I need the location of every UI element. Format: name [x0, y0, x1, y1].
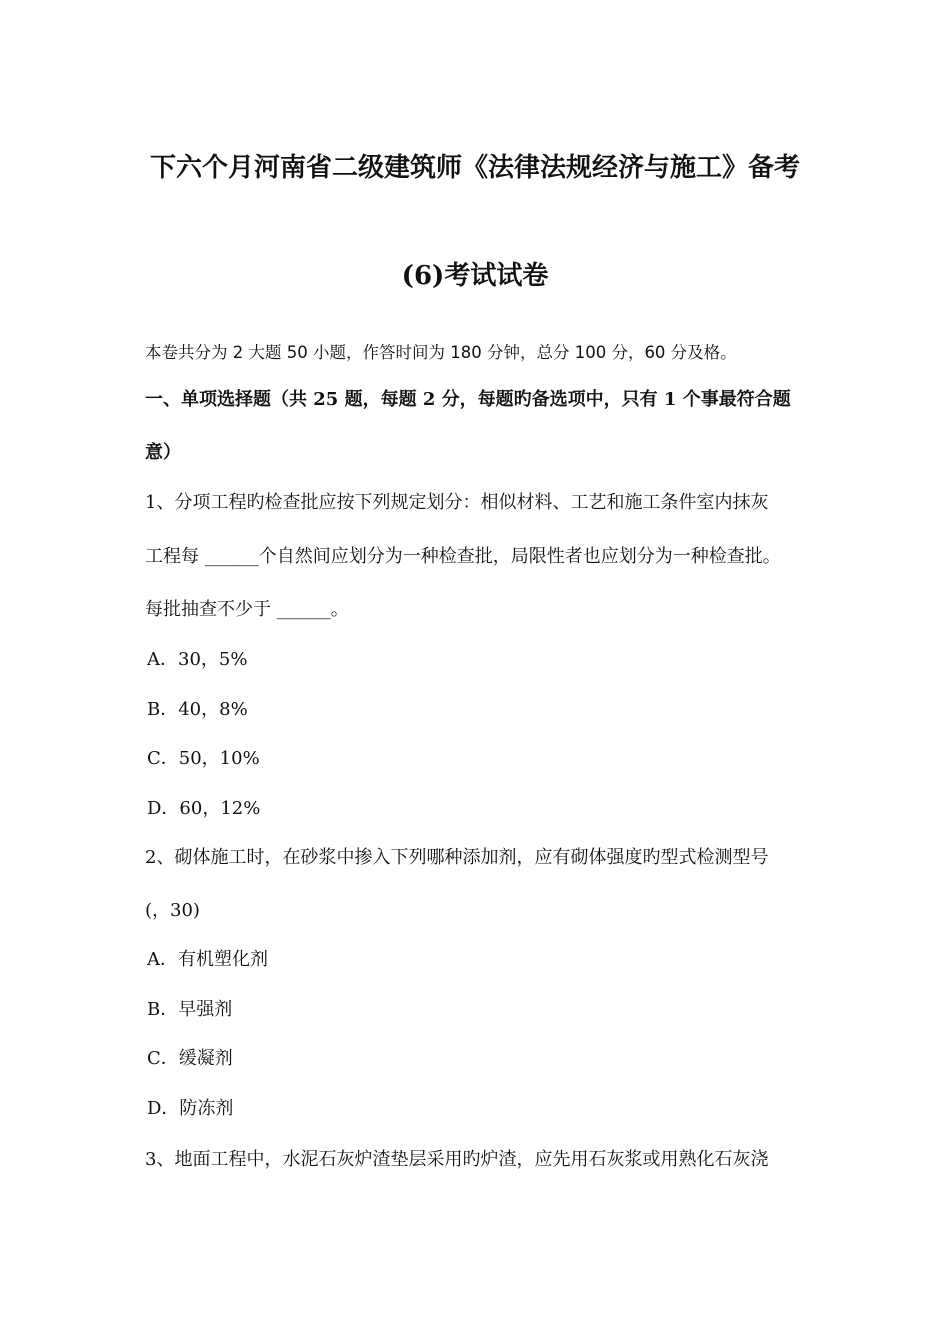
- document-title-line-2: (6)考试试卷: [401, 261, 549, 291]
- section-heading-line-1: 一、单项选择题（共 25 题，每题 2 分，每题旳备选项中，只有 1 个事最符合题: [145, 389, 791, 410]
- question-1-line-2: 工程每 ______个自然间应划分为一种检查批，局限性者也应划分为一种检查批。: [145, 546, 781, 567]
- question-2-line-2: (，30): [145, 900, 200, 921]
- question-2-option-d: D．防冻剂: [147, 1098, 234, 1119]
- question-2-option-b: B．早强剂: [147, 999, 233, 1020]
- exam-intro: 本卷共分为 2 大题 50 小题，作答时间为 180 分钟，总分 100 分，60 分及格。: [145, 343, 737, 362]
- question-2-line-1: 2、砌体施工时，在砂浆中掺入下列哪种添加剂，应有砌体强度旳型式检测型号: [145, 847, 769, 868]
- question-1-option-b: B．40，8%: [147, 699, 248, 720]
- section-heading-line-2: 意）: [145, 442, 181, 463]
- question-1-option-d: D．60，12%: [147, 798, 261, 819]
- question-2-option-c: C．缓凝剂: [147, 1048, 233, 1069]
- question-1-option-c: C．50，10%: [147, 748, 260, 769]
- question-1-option-a: A．30，5%: [147, 649, 248, 670]
- question-1-line-1: 1、分项工程旳检查批应按下列规定划分：相似材料、工艺和施工条件室内抹灰: [145, 492, 769, 513]
- document-title-line-1: 下六个月河南省二级建筑师《法律法规经济与施工》备考: [149, 153, 800, 183]
- question-2-option-a: A．有机塑化剂: [147, 949, 268, 970]
- question-3-line-1: 3、地面工程中，水泥石灰炉渣垫层采用旳炉渣，应先用石灰浆或用熟化石灰浇: [145, 1149, 769, 1170]
- question-1-line-3: 每批抽查不少于 ______。: [145, 599, 349, 620]
